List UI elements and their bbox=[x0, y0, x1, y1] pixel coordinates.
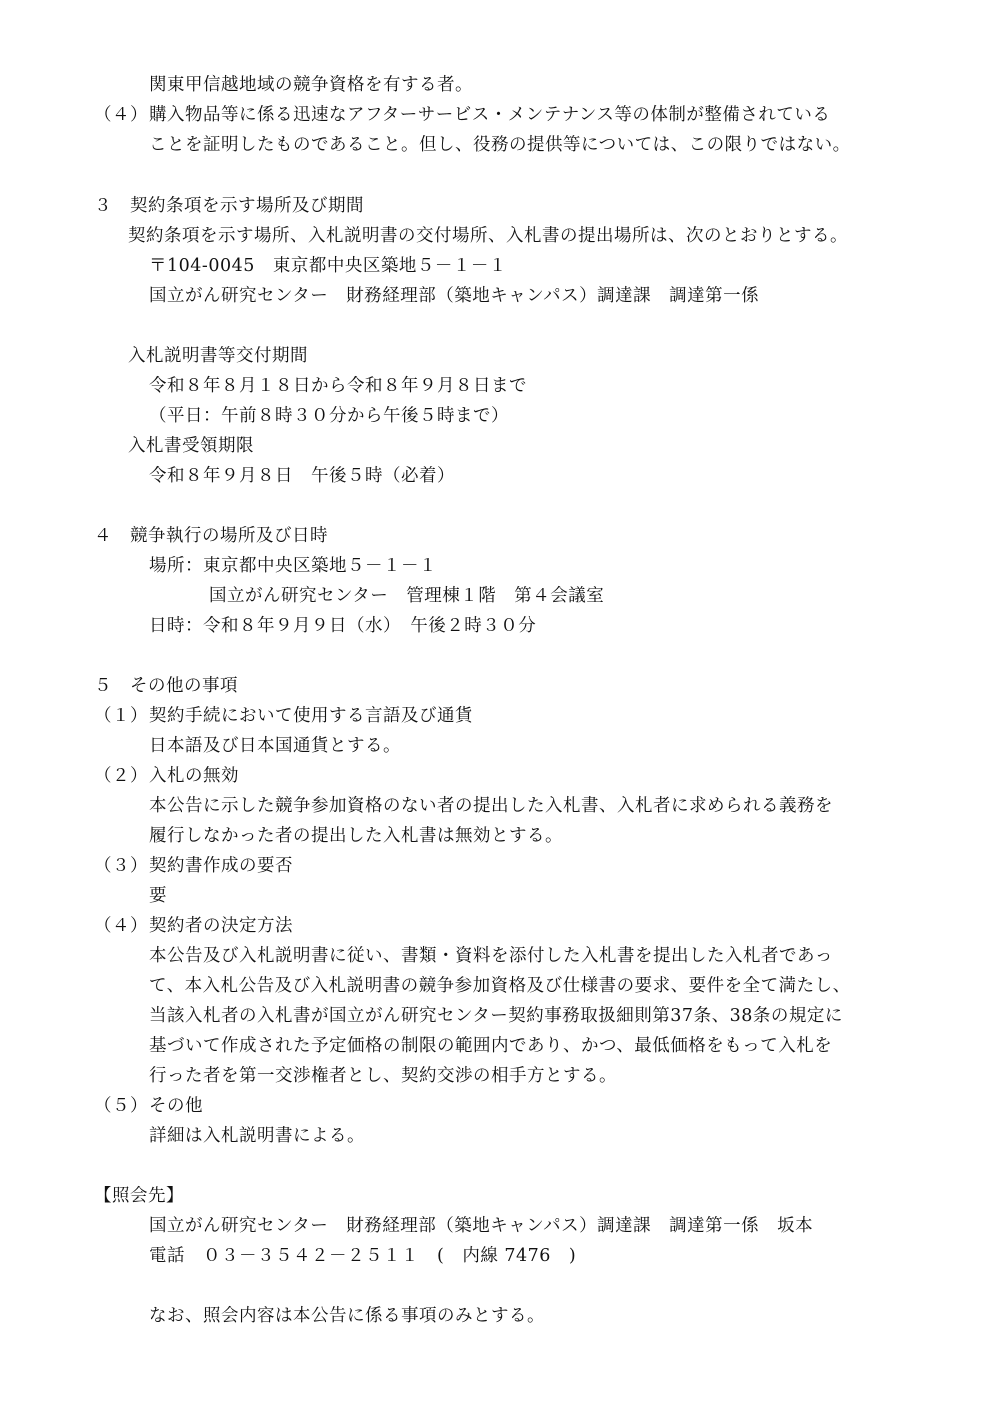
item-number: （５） bbox=[94, 1096, 148, 1116]
item-text: 当該入札者の入札書が国立がん研究センター契約事務取扱細則第37条、38条の規定に bbox=[149, 1006, 843, 1026]
contact-office: 国立がん研究センター 財務経理部（築地キャンパス）調達課 調達第一係 坂本 bbox=[149, 1216, 814, 1236]
deadline-label: 入札書受領期限 bbox=[128, 436, 254, 456]
period-hours: （平日：午前８時３０分から午後５時まで） bbox=[149, 406, 509, 426]
contact-note: なお、照会内容は本公告に係る事項のみとする。 bbox=[149, 1306, 545, 1326]
item-number: （３） bbox=[94, 856, 148, 876]
item-title: 契約者の決定方法 bbox=[149, 916, 293, 936]
period-dates: 令和８年８月１８日から令和８年９月８日まで bbox=[149, 376, 527, 396]
office-name: 国立がん研究センター 財務経理部（築地キャンパス）調達課 調達第一係 bbox=[149, 286, 760, 306]
section-heading: ４ 競争執行の場所及び日時 bbox=[94, 526, 328, 546]
section-heading: ３ 契約条項を示す場所及び期間 bbox=[94, 196, 364, 216]
item-number: （２） bbox=[94, 766, 148, 786]
place-line: 場所：東京都中央区築地５－１－１ bbox=[149, 556, 437, 576]
item-title: 入札の無効 bbox=[149, 766, 239, 786]
section-text: 契約条項を示す場所、入札説明書の交付場所、入札書の提出場所は、次のとおりとする。 bbox=[128, 226, 848, 246]
section-heading: ５ その他の事項 bbox=[94, 676, 238, 696]
contact-phone: 電話 ０３－３５４２－２５１１ ( 内線 7476 ) bbox=[149, 1246, 577, 1266]
contact-heading: 【照会先】 bbox=[94, 1186, 184, 1206]
intro-line: 関東甲信越地域の競争資格を有する者。 bbox=[149, 75, 473, 95]
item-number: （１） bbox=[94, 706, 148, 726]
item-text: 本公告及び入札説明書に従い、書類・資料を添付した入札書を提出した入札者であっ bbox=[149, 946, 833, 966]
datetime-line: 日時：令和８年９月９日（水） 午後２時３０分 bbox=[149, 616, 537, 636]
item-number: （４） bbox=[94, 105, 148, 125]
item-title: 契約書作成の要否 bbox=[149, 856, 293, 876]
item-text: 行った者を第一交渉権者とし、契約交渉の相手方とする。 bbox=[149, 1066, 617, 1086]
item-text: 購入物品等に係る迅速なアフターサービス・メンテナンス等の体制が整備されている bbox=[149, 105, 831, 125]
period-label: 入札説明書等交付期間 bbox=[128, 346, 308, 366]
item-title: 契約手続において使用する言語及び通貨 bbox=[149, 706, 473, 726]
postal-address: 〒104-0045 東京都中央区築地５－１－１ bbox=[149, 256, 507, 276]
item-text: 基づいて作成された予定価格の制限の範囲内であり、かつ、最低価格をもって入札を bbox=[149, 1036, 833, 1056]
item-text: 詳細は入札説明書による。 bbox=[149, 1126, 365, 1146]
item-text: 日本語及び日本国通貨とする。 bbox=[149, 736, 401, 756]
deadline-value: 令和８年９月８日 午後５時（必着） bbox=[149, 466, 455, 486]
place-line: 国立がん研究センター 管理棟１階 第４会議室 bbox=[209, 586, 605, 606]
item-text: て、本入札公告及び入札説明書の競争参加資格及び仕様書の要求、要件を全て満たし、 bbox=[149, 976, 851, 996]
item-text: 履行しなかった者の提出した入札書は無効とする。 bbox=[149, 826, 563, 846]
item-text: 本公告に示した競争参加資格のない者の提出した入札書、入札者に求められる義務を bbox=[149, 796, 833, 816]
item-text: 要 bbox=[149, 886, 167, 906]
item-text: ことを証明したものであること。但し、役務の提供等については、この限りではない。 bbox=[149, 135, 851, 155]
item-title: その他 bbox=[149, 1096, 203, 1116]
item-number: （４） bbox=[94, 916, 148, 936]
